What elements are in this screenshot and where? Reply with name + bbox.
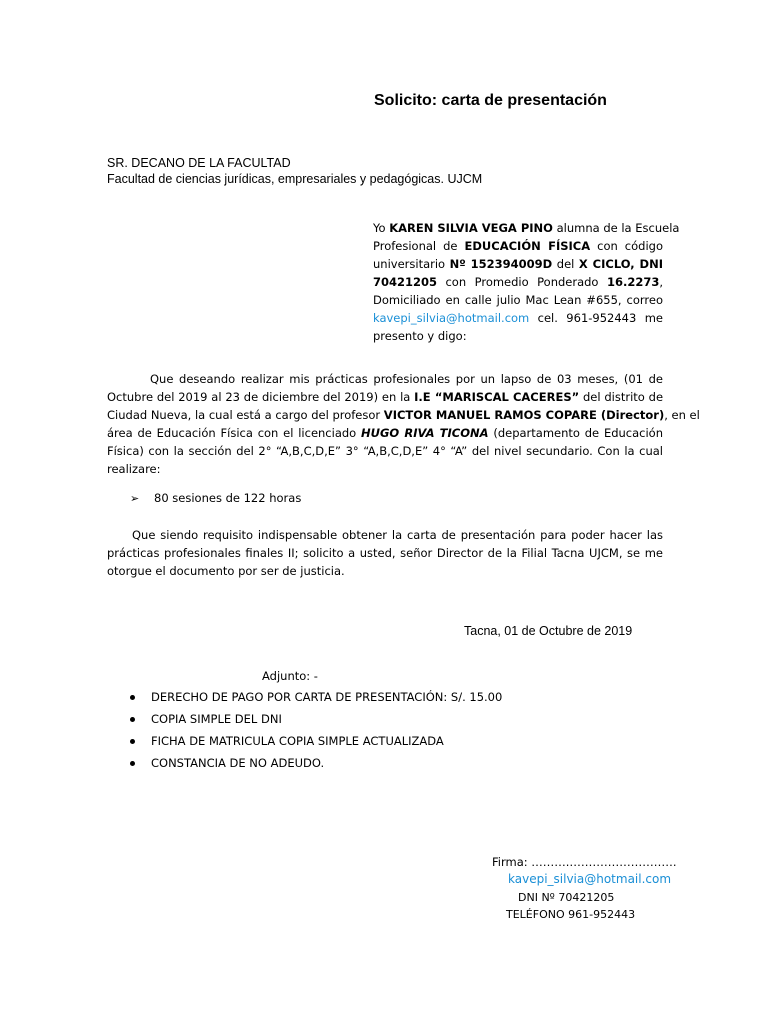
- paragraph-line: realizare:: [107, 462, 161, 476]
- intro-paragraph: [373, 219, 680, 345]
- signature-dni: [518, 891, 614, 904]
- sessions-item: [130, 491, 301, 505]
- list-item: [130, 708, 502, 730]
- attachment-text: CONSTANCIA DE NO ADEUDO.: [151, 756, 325, 770]
- list-item: [130, 730, 502, 752]
- average-grade: 16.2273: [606, 275, 660, 289]
- list-item: [130, 752, 502, 774]
- letter-date: Tacna, 01 de Octubre de 2019: [464, 624, 633, 638]
- phone-text: cel. 961-952443 me: [529, 311, 663, 325]
- paragraph-line: prácticas profesionales finales II; solicito a usted, señor Director de la Filial Tacna UJCM, se me: [107, 546, 663, 560]
- attachment-text: COPIA SIMPLE DEL DNI: [151, 712, 282, 726]
- school-name: I.E “MARISCAL CACERES”: [414, 390, 580, 404]
- attachment-text: FICHA DE MATRICULA COPIA SIMPLE ACTUALIZADA: [151, 734, 444, 748]
- signature-line: Firma: ……….……………………….: [492, 855, 677, 869]
- attachments-label: Adjunto: -: [262, 669, 318, 683]
- teacher-name: HUGO RIVA TICONA: [361, 426, 489, 440]
- student-code: Nº 152394009D: [449, 257, 553, 271]
- dni-number: 70421205: [373, 275, 438, 289]
- bullet-icon: [130, 739, 135, 744]
- director-name: VICTOR MANUEL RAMOS COPARE (Director): [383, 408, 665, 422]
- intro-text: del: [552, 257, 579, 271]
- phone-value: 961-952443: [568, 908, 636, 921]
- home-address: Domiciliado en calle julio Mac Lean #655,: [373, 293, 622, 307]
- bullet-icon: [130, 717, 135, 722]
- phone-label: TELÉFONO: [506, 908, 569, 921]
- justification-paragraph: [107, 526, 663, 580]
- bullet-icon: [130, 761, 135, 766]
- attachments-list: [130, 686, 502, 774]
- addressee-block: [107, 155, 482, 187]
- paragraph-text: del distrito de: [579, 390, 664, 404]
- intro-text: ,: [659, 275, 663, 289]
- paragraph-text: Octubre del 2019 al 23 de diciembre del 2019) en la: [107, 390, 415, 404]
- intro-closing: presento y digo:: [373, 329, 467, 343]
- program-name: EDUCACIÓN FÍSICA: [464, 239, 591, 253]
- intro-text: alumna de la Escuela: [552, 221, 680, 235]
- email-link[interactable]: kavepi_silvia@hotmail.com: [373, 311, 530, 325]
- dni-value: 70421205: [558, 891, 615, 904]
- request-paragraph: [107, 370, 700, 478]
- intro-text: con Promedio Ponderado: [437, 275, 607, 289]
- sessions-text: 80 sesiones de 122 horas: [154, 491, 302, 505]
- cycle-and-dni-label: X CICLO, DNI: [578, 257, 663, 271]
- intro-text: Profesional de: [373, 239, 465, 253]
- paragraph-text: Ciudad Nueva, la cual está a cargo del profesor: [107, 408, 384, 422]
- student-name: KAREN SILVIA VEGA PINO: [389, 221, 553, 235]
- paragraph-line: otorgue el documento por ser de justicia.: [107, 564, 345, 578]
- paragraph-text: área de Educación Física con el licenciado: [107, 426, 362, 440]
- bullet-icon: [130, 695, 135, 700]
- list-item: [130, 686, 502, 708]
- signature-phone: [506, 908, 635, 921]
- intro-text: universitario: [373, 257, 450, 271]
- dni-label: DNI Nº: [518, 891, 559, 904]
- intro-text: correo: [621, 293, 663, 307]
- paragraph-text: (departamento de Educación: [488, 426, 664, 440]
- paragraph-text: , en el: [664, 408, 700, 422]
- intro-text: con código: [590, 239, 664, 253]
- paragraph-line: Que siendo requisito indispensable obtener la carta de presentación para poder hacer las: [132, 528, 663, 542]
- attachment-text: DERECHO DE PAGO POR CARTA DE PRESENTACIÓN: S/. 15.00: [151, 690, 503, 704]
- addressee-line-1: SR. DECANO DE LA FACULTAD: [107, 156, 291, 170]
- addressee-line-2: Facultad de ciencias jurídicas, empresariales y pedagógicas. UJCM: [107, 172, 483, 186]
- intro-text: Yo: [373, 221, 390, 235]
- page-title: Solicito: carta de presentación: [374, 92, 607, 109]
- arrow-bullet-icon: ➢: [130, 492, 140, 505]
- paragraph-line: Que deseando realizar mis prácticas profesionales por un lapso de 03 meses, (01 de: [150, 372, 663, 386]
- signature-email-link[interactable]: kavepi_silvia@hotmail.com: [508, 872, 672, 886]
- paragraph-line: Física) con la sección del 2° “A,B,C,D,E” 3° “A,B,C,D,E” 4° “A” del nivel secundario. Con la cual: [107, 444, 663, 458]
